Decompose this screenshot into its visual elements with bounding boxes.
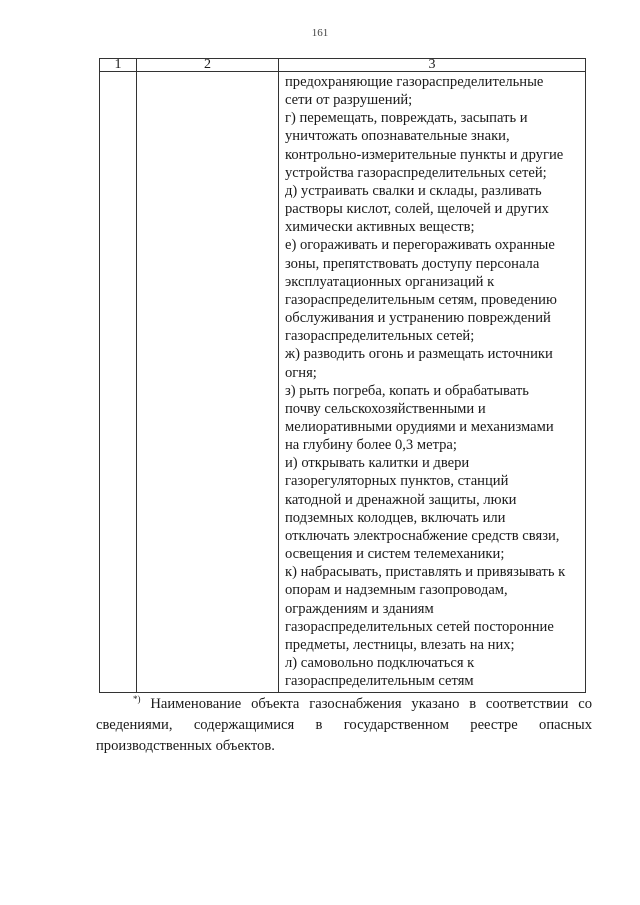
table-text-line: газораспределительных сетей; bbox=[285, 328, 475, 345]
table-text-line: контрольно-измерительные пункты и другие bbox=[285, 146, 564, 163]
table-text-line: газораспределительным сетям bbox=[285, 673, 474, 690]
column-header-1: 1 bbox=[100, 59, 137, 72]
table-text-line: освещения и систем телемеханики; bbox=[285, 546, 505, 563]
footnote-line-2: сведениями, содержащимися в государственном реестре опасных bbox=[96, 716, 592, 733]
table-text-line: обслуживания и устранению повреждений bbox=[285, 310, 551, 327]
table-text-line: е) огораживать и перегораживать охранные bbox=[285, 237, 555, 254]
table-text-line: устройства газораспределительных сетей; bbox=[285, 164, 547, 181]
table-text-line: предметы, лестницы, влезать на них; bbox=[285, 636, 515, 653]
table-text-line: сети от разрушений; bbox=[285, 92, 413, 109]
table-text-line: г) перемещать, повреждать, засыпать и bbox=[285, 110, 528, 127]
footnote-marker: *) bbox=[133, 694, 141, 704]
table-text-line: з) рыть погреба, копать и обрабатывать bbox=[285, 382, 529, 399]
table-text-line: катодной и дренажной защиты, люки bbox=[285, 491, 517, 508]
table-header-row bbox=[100, 59, 586, 72]
table-text-line: растворы кислот, солей, щелочей и других bbox=[285, 201, 549, 218]
table-text-line: химически активных веществ; bbox=[285, 219, 475, 236]
requirements-table bbox=[99, 58, 586, 693]
table-cell-col3 bbox=[279, 72, 586, 693]
footnote-text-1: Наименование объекта газоснабжения указано в соответствии со bbox=[150, 695, 592, 712]
table-text-line: на глубину более 0,3 метра; bbox=[285, 437, 457, 454]
table-text-line: мелиоративными орудиями и механизмами bbox=[285, 418, 554, 435]
table-text-line: к) набрасывать, приставлять и привязывать к bbox=[285, 564, 566, 581]
column-header-2: 2 bbox=[137, 59, 279, 72]
table-text-line: опорам и надземным газопроводам, bbox=[285, 582, 508, 599]
footnote-line-1 bbox=[96, 689, 592, 715]
table-text-line: ж) разводить огонь и размещать источники bbox=[285, 346, 553, 363]
page-number: 161 bbox=[311, 27, 329, 39]
table-text-line: уничтожать опознавательные знаки, bbox=[285, 128, 510, 145]
table-text-line: подземных колодцев, включать или bbox=[285, 509, 506, 526]
table-text-line: эксплуатационных организаций к bbox=[285, 273, 495, 290]
table-text-line: почву сельскохозяйственными и bbox=[285, 400, 486, 417]
table-text-line: огня; bbox=[285, 364, 317, 381]
table-text-line: предохраняющие газораспределительные bbox=[285, 74, 544, 90]
table-cell-col2 bbox=[137, 72, 279, 693]
column-header-3: 3 bbox=[279, 59, 586, 72]
table-row bbox=[100, 72, 586, 693]
table-text-line: и) открывать калитки и двери bbox=[285, 455, 470, 472]
table-text-line: газораспределительных сетей посторонние bbox=[285, 618, 554, 635]
footnote bbox=[96, 689, 592, 757]
table-text-line: ограждениям и зданиям bbox=[285, 600, 434, 617]
footnote-line-3: производственных объектов. bbox=[96, 737, 275, 754]
table-text-line: газораспределительным сетям, проведению bbox=[285, 291, 557, 308]
table-text-line: д) устраивать свалки и склады, разливать bbox=[285, 182, 542, 199]
table-text-line: л) самовольно подключаться к bbox=[285, 655, 475, 671]
table-text-line: газорегуляторных пунктов, станций bbox=[285, 473, 509, 490]
table-text-line: зоны, препятствовать доступу персонала bbox=[285, 255, 540, 272]
table-cell-col1 bbox=[100, 72, 137, 693]
table-text-line: отключать электроснабжение средств связи, bbox=[285, 527, 560, 544]
